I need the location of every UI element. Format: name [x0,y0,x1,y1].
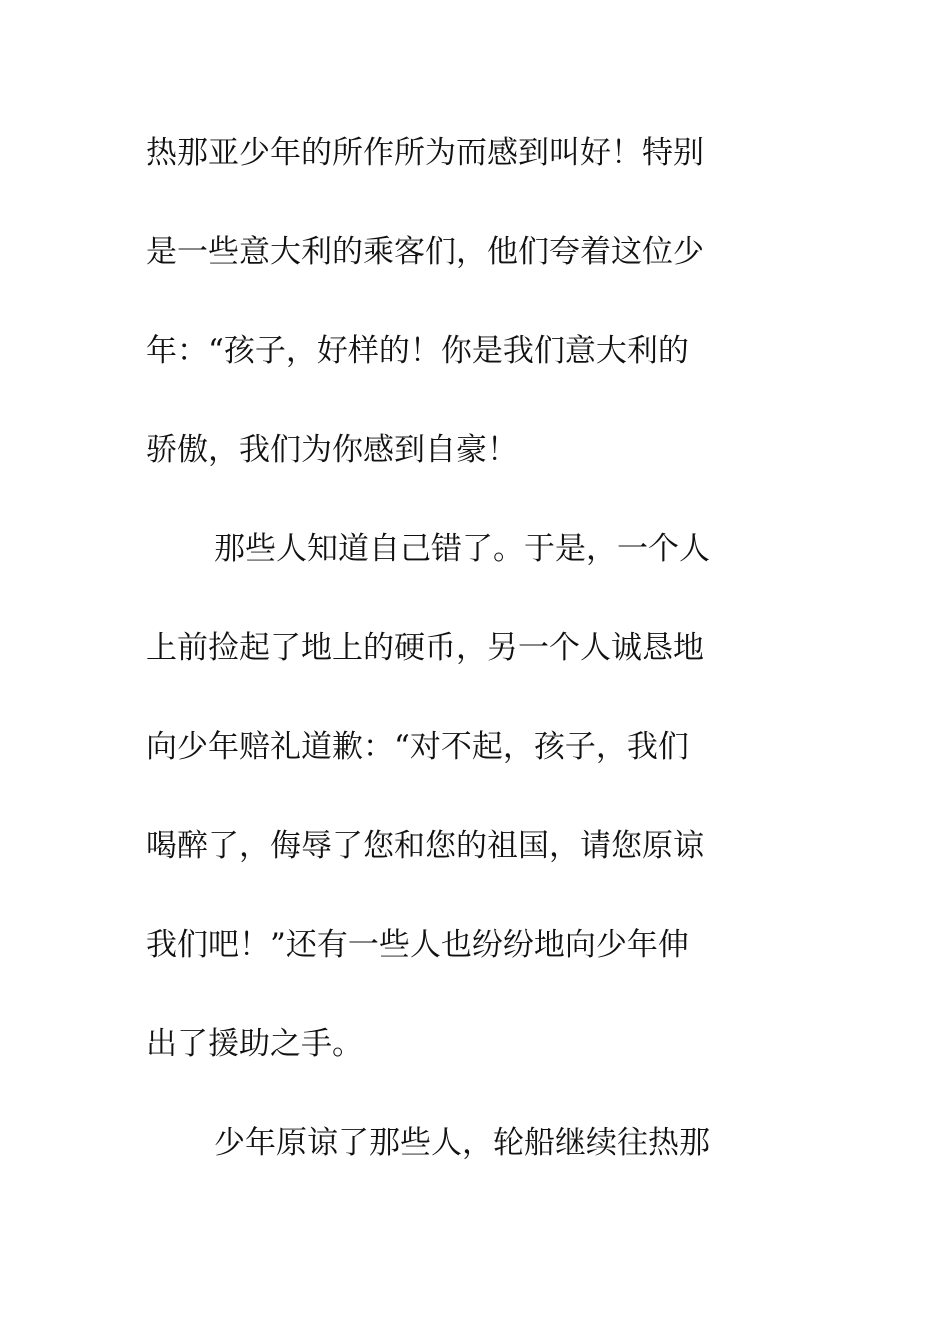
text-line: 喝醉了，侮辱了您和您的祖国，请您原谅 [146,828,704,864]
text-line: 那些人知道自己错了。于是，一个人 [214,531,710,567]
text-line: 是一些意大利的乘客们，他们夸着这位少 [146,234,704,270]
text-line: 上前捡起了地上的硬币，另一个人诚恳地 [146,630,704,666]
text-line: 向少年赔礼道歉：“对不起，孩子，我们 [146,729,689,765]
text-line: 年：“孩子，好样的！你是我们意大利的 [146,333,689,369]
text-line: 骄傲，我们为你感到自豪！ [146,432,518,468]
text-line: 出了援助之手。 [146,1026,363,1062]
text-line: 少年原谅了那些人，轮船继续往热那 [214,1125,710,1161]
text-line: 我们吧！”还有一些人也纷纷地向少年伸 [146,927,689,963]
text-line: 热那亚少年的所作所为而感到叫好！特别 [146,135,704,171]
